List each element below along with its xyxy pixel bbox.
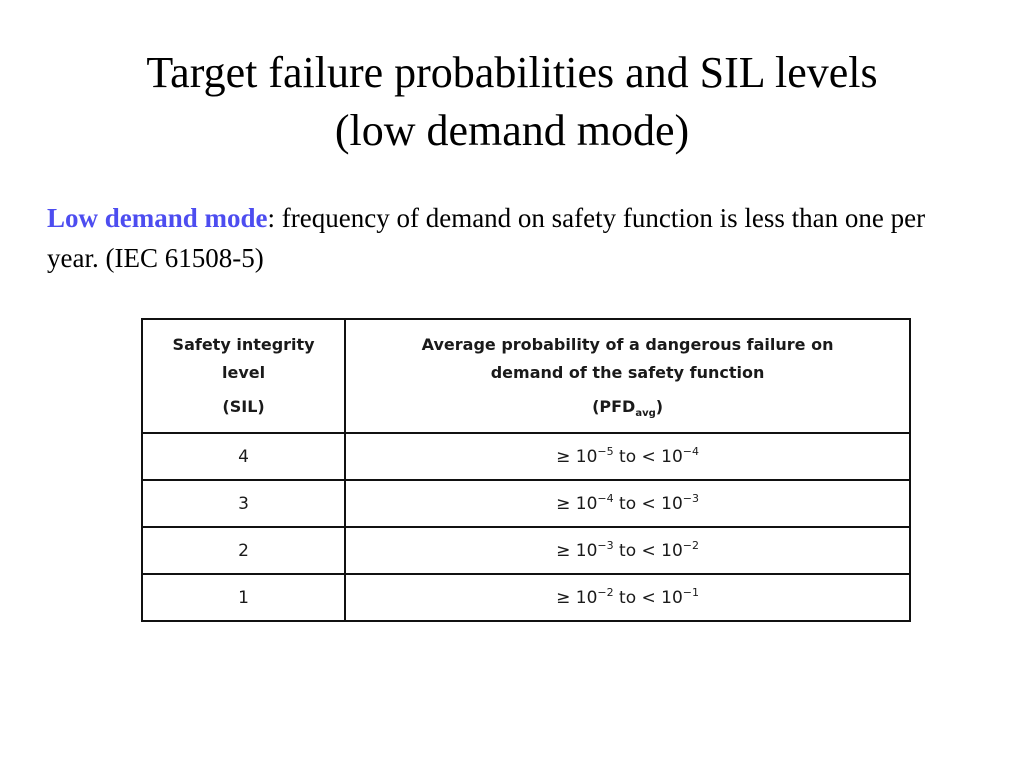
pfd-range-cell: ≥ $10^{-2}$ to < $10^{-1}$ [345,574,910,621]
slide-title [0,44,1024,160]
sil-cell: 4 [142,433,345,480]
pfd-range-cell: ≥ $10^{-3}$ to < $10^{-2}$ [345,527,910,574]
header-sil-abbr: (SIL) [222,397,265,416]
definition-paragraph [47,198,977,278]
table-row [142,574,910,621]
sil-cell: 3 [142,480,345,527]
definition-text: : frequency of demand on safety function is less than one per year. (IEC 61508-5) [47,203,926,273]
sil-cell: 2 [142,527,345,574]
header-pfd [345,319,910,433]
table-row [142,527,910,574]
header-pfd-abbr: $(PFD_{avg})$ [592,397,664,419]
pfd-range-cell: ≥ $10^{-5}$ to < $10^{-4}$ [345,433,910,480]
pfd-range-cell: ≥ $10^{-4}$ to < $10^{-3}$ [345,480,910,527]
header-sil-line-2: level [222,363,266,382]
header-sil-line-1: Safety integrity [172,335,315,354]
header-pfd-line-2: demand of the safety function [490,363,765,382]
table-header-row [142,319,910,433]
sil-cell: 1 [142,574,345,621]
title-line-2: (low demand mode) [334,106,690,155]
title-line-1: Target failure probabilities and SIL levels [146,48,878,97]
table-row [142,433,910,480]
sil-table-container [141,318,913,622]
definition-term: Low demand mode [47,203,268,233]
header-sil [142,319,345,433]
sil-table [141,318,911,622]
header-pfd-line-1: Average probability of a dangerous failure on [421,335,834,354]
table-row [142,480,910,527]
